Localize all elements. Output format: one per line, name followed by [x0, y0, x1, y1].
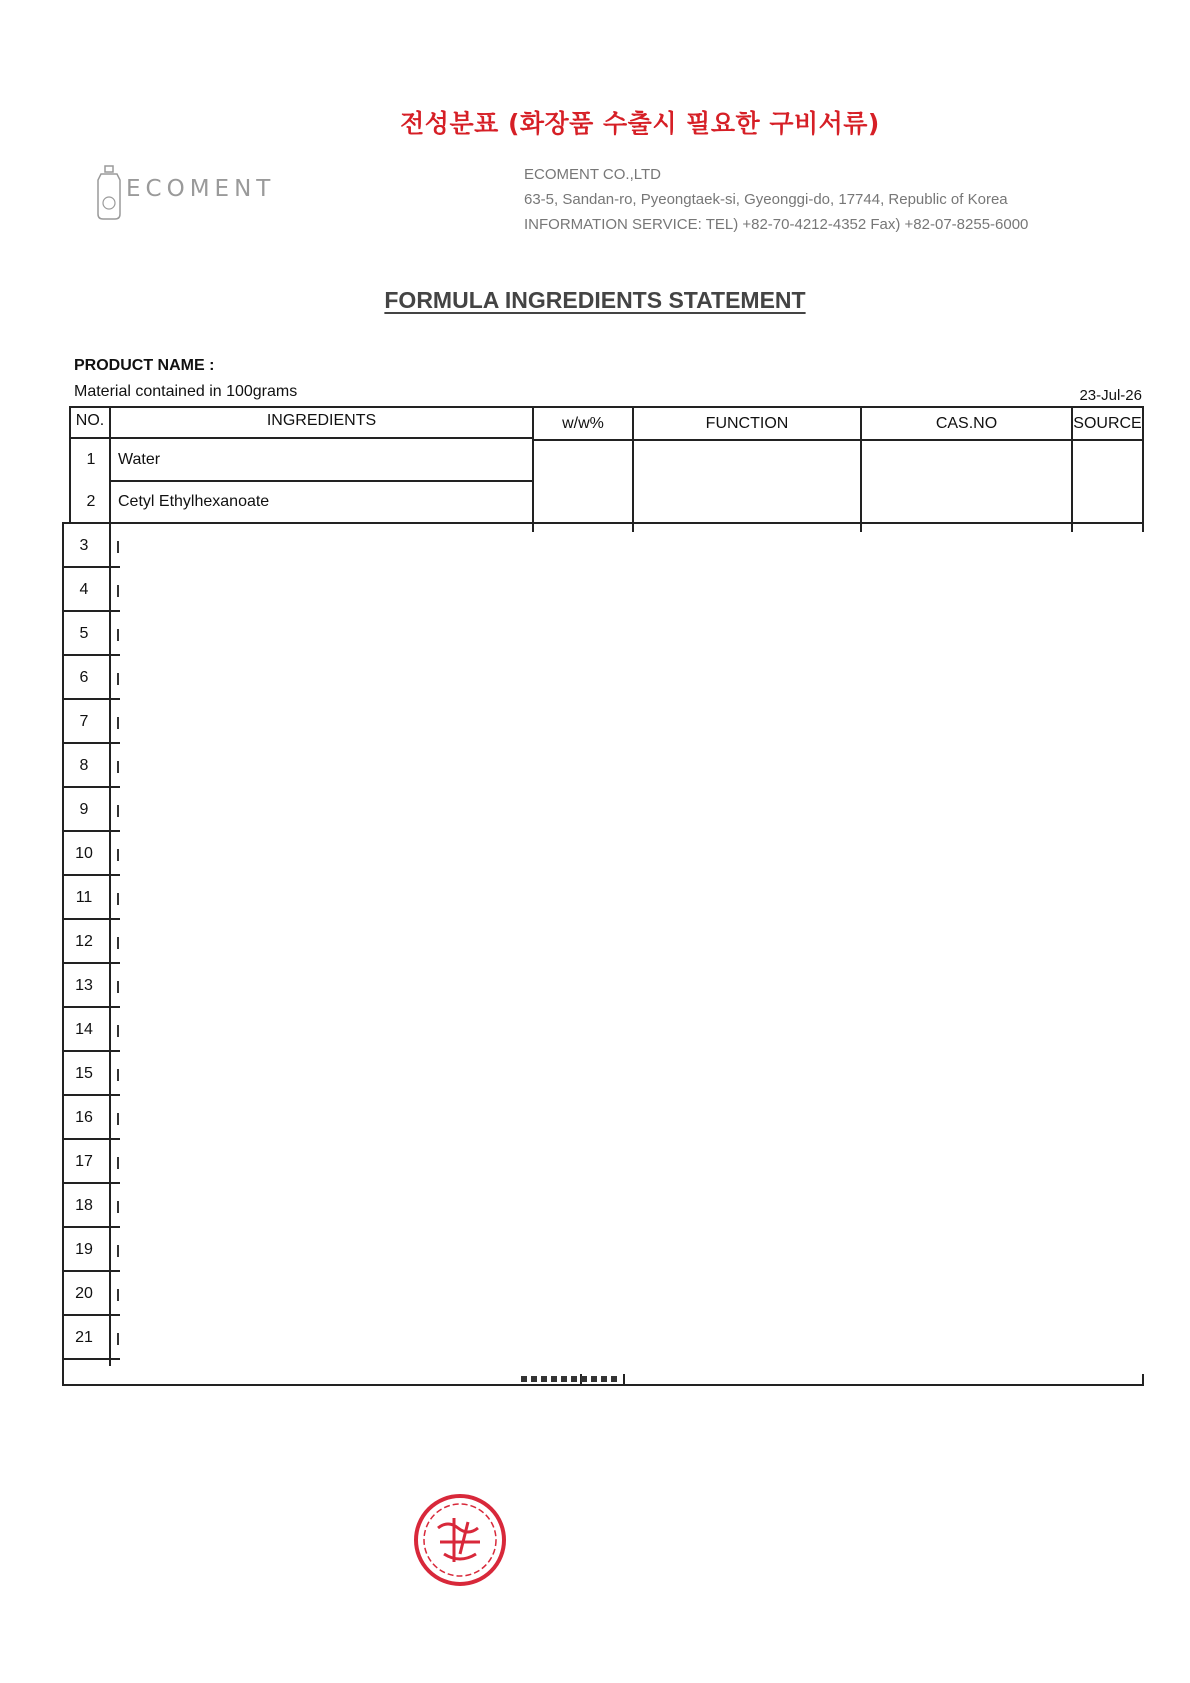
- ingredient-fragment: [117, 805, 119, 817]
- row-number: 13: [75, 977, 93, 994]
- row-number: 18: [75, 1197, 93, 1214]
- company-logo: [92, 163, 282, 223]
- row-number: 14: [75, 1021, 93, 1038]
- header-function: FUNCTION: [705, 415, 789, 432]
- ingredient-fragment: [117, 541, 119, 553]
- logo-wordmark: ECOMENT: [126, 176, 276, 202]
- row-number: 15: [75, 1065, 93, 1082]
- header-cas-no: CAS.NO: [935, 415, 998, 432]
- table-row: [62, 1140, 122, 1184]
- ingredient-fragment: [117, 981, 119, 993]
- row-number: 19: [75, 1241, 93, 1258]
- table-row: [62, 1272, 122, 1316]
- ingredient-fragment: [117, 1069, 119, 1081]
- ingredient-fragment: [117, 1289, 119, 1301]
- row-number: 6: [79, 669, 89, 686]
- statement-title: FORMULA INGREDIENTS STATEMENT: [384, 287, 806, 313]
- ingredient-fragment: [117, 1113, 119, 1125]
- table-row: [62, 568, 122, 612]
- header-ww-percent: w/w%: [562, 415, 604, 432]
- row-number: 9: [79, 801, 89, 818]
- product-name-label: PRODUCT NAME :: [74, 357, 215, 374]
- table-row: [62, 439, 534, 483]
- row-number: 2: [86, 493, 96, 510]
- ingredient-fragment: [117, 1333, 119, 1345]
- table-row: [62, 1316, 122, 1360]
- row-number: 10: [75, 845, 93, 862]
- header-no: NO.: [75, 412, 105, 429]
- table-row: [62, 700, 122, 744]
- table-row: [62, 524, 122, 568]
- table-row: [62, 656, 122, 700]
- header-source: SOURCE: [1073, 415, 1142, 432]
- row-number: 8: [79, 757, 89, 774]
- ingredient-fragment: [117, 1157, 119, 1169]
- row-number: 16: [75, 1109, 93, 1126]
- ingredient-fragment: [117, 1025, 119, 1037]
- row-number: 20: [75, 1285, 93, 1302]
- table-row: [62, 832, 122, 876]
- company-contact: INFORMATION SERVICE: TEL) +82-70-4212-4352 Fax) +82-07-8255-6000: [524, 216, 1029, 233]
- row-number: 21: [75, 1329, 93, 1346]
- ingredient-fragment: [117, 585, 119, 597]
- ingredient-fragment: [117, 673, 119, 685]
- table-row: [62, 744, 122, 788]
- ingredients-table: [62, 406, 1144, 1396]
- table-row: [62, 788, 122, 832]
- table-row: [62, 1008, 122, 1052]
- company-name: ECOMENT CO.,LTD: [524, 166, 661, 183]
- table-row: [62, 612, 122, 656]
- row-number: 1: [86, 451, 96, 468]
- document-date: 23-Jul-26: [1079, 387, 1142, 404]
- row-number: 3: [79, 537, 89, 554]
- row-number: 12: [75, 933, 93, 950]
- ingredient-fragment: [117, 1201, 119, 1213]
- ingredient-name: Water: [118, 451, 161, 468]
- ingredient-fragment: [117, 1245, 119, 1257]
- ingredient-fragment: [117, 849, 119, 861]
- row-number: 7: [79, 713, 89, 730]
- ingredient-fragment: [117, 761, 119, 773]
- company-seal-icon: [410, 1488, 510, 1592]
- table-row: [62, 1228, 122, 1272]
- row-number: 17: [75, 1153, 93, 1170]
- ingredient-fragment: [117, 937, 119, 949]
- row-number: 4: [79, 581, 89, 598]
- row-number: 5: [79, 625, 89, 642]
- material-note: Material contained in 100grams: [74, 383, 298, 400]
- table-row: [62, 876, 122, 920]
- ingredient-fragment: [117, 629, 119, 641]
- table-row: [62, 964, 122, 1008]
- header-ingredients: INGREDIENTS: [266, 412, 377, 429]
- ingredient-name: Cetyl Ethylhexanoate: [118, 493, 270, 510]
- company-info: [524, 162, 1028, 237]
- table-row: [62, 1096, 122, 1140]
- company-address: 63-5, Sandan-ro, Pyeongtaek-si, Gyeonggi-do, 17744, Republic of Korea: [524, 191, 1008, 208]
- bottle-icon: [92, 163, 126, 223]
- table-row: [62, 481, 534, 525]
- korean-document-title: 전성분표 (화장품 수출시 필요한 구비서류): [400, 109, 880, 138]
- ingredient-fragment: [117, 717, 119, 729]
- table-row: [62, 1052, 122, 1096]
- row-number: 11: [75, 889, 93, 906]
- ingredient-fragment: [117, 893, 119, 905]
- table-row: [62, 1184, 122, 1228]
- table-row: [62, 920, 122, 964]
- total-value-fragment: [521, 1376, 617, 1382]
